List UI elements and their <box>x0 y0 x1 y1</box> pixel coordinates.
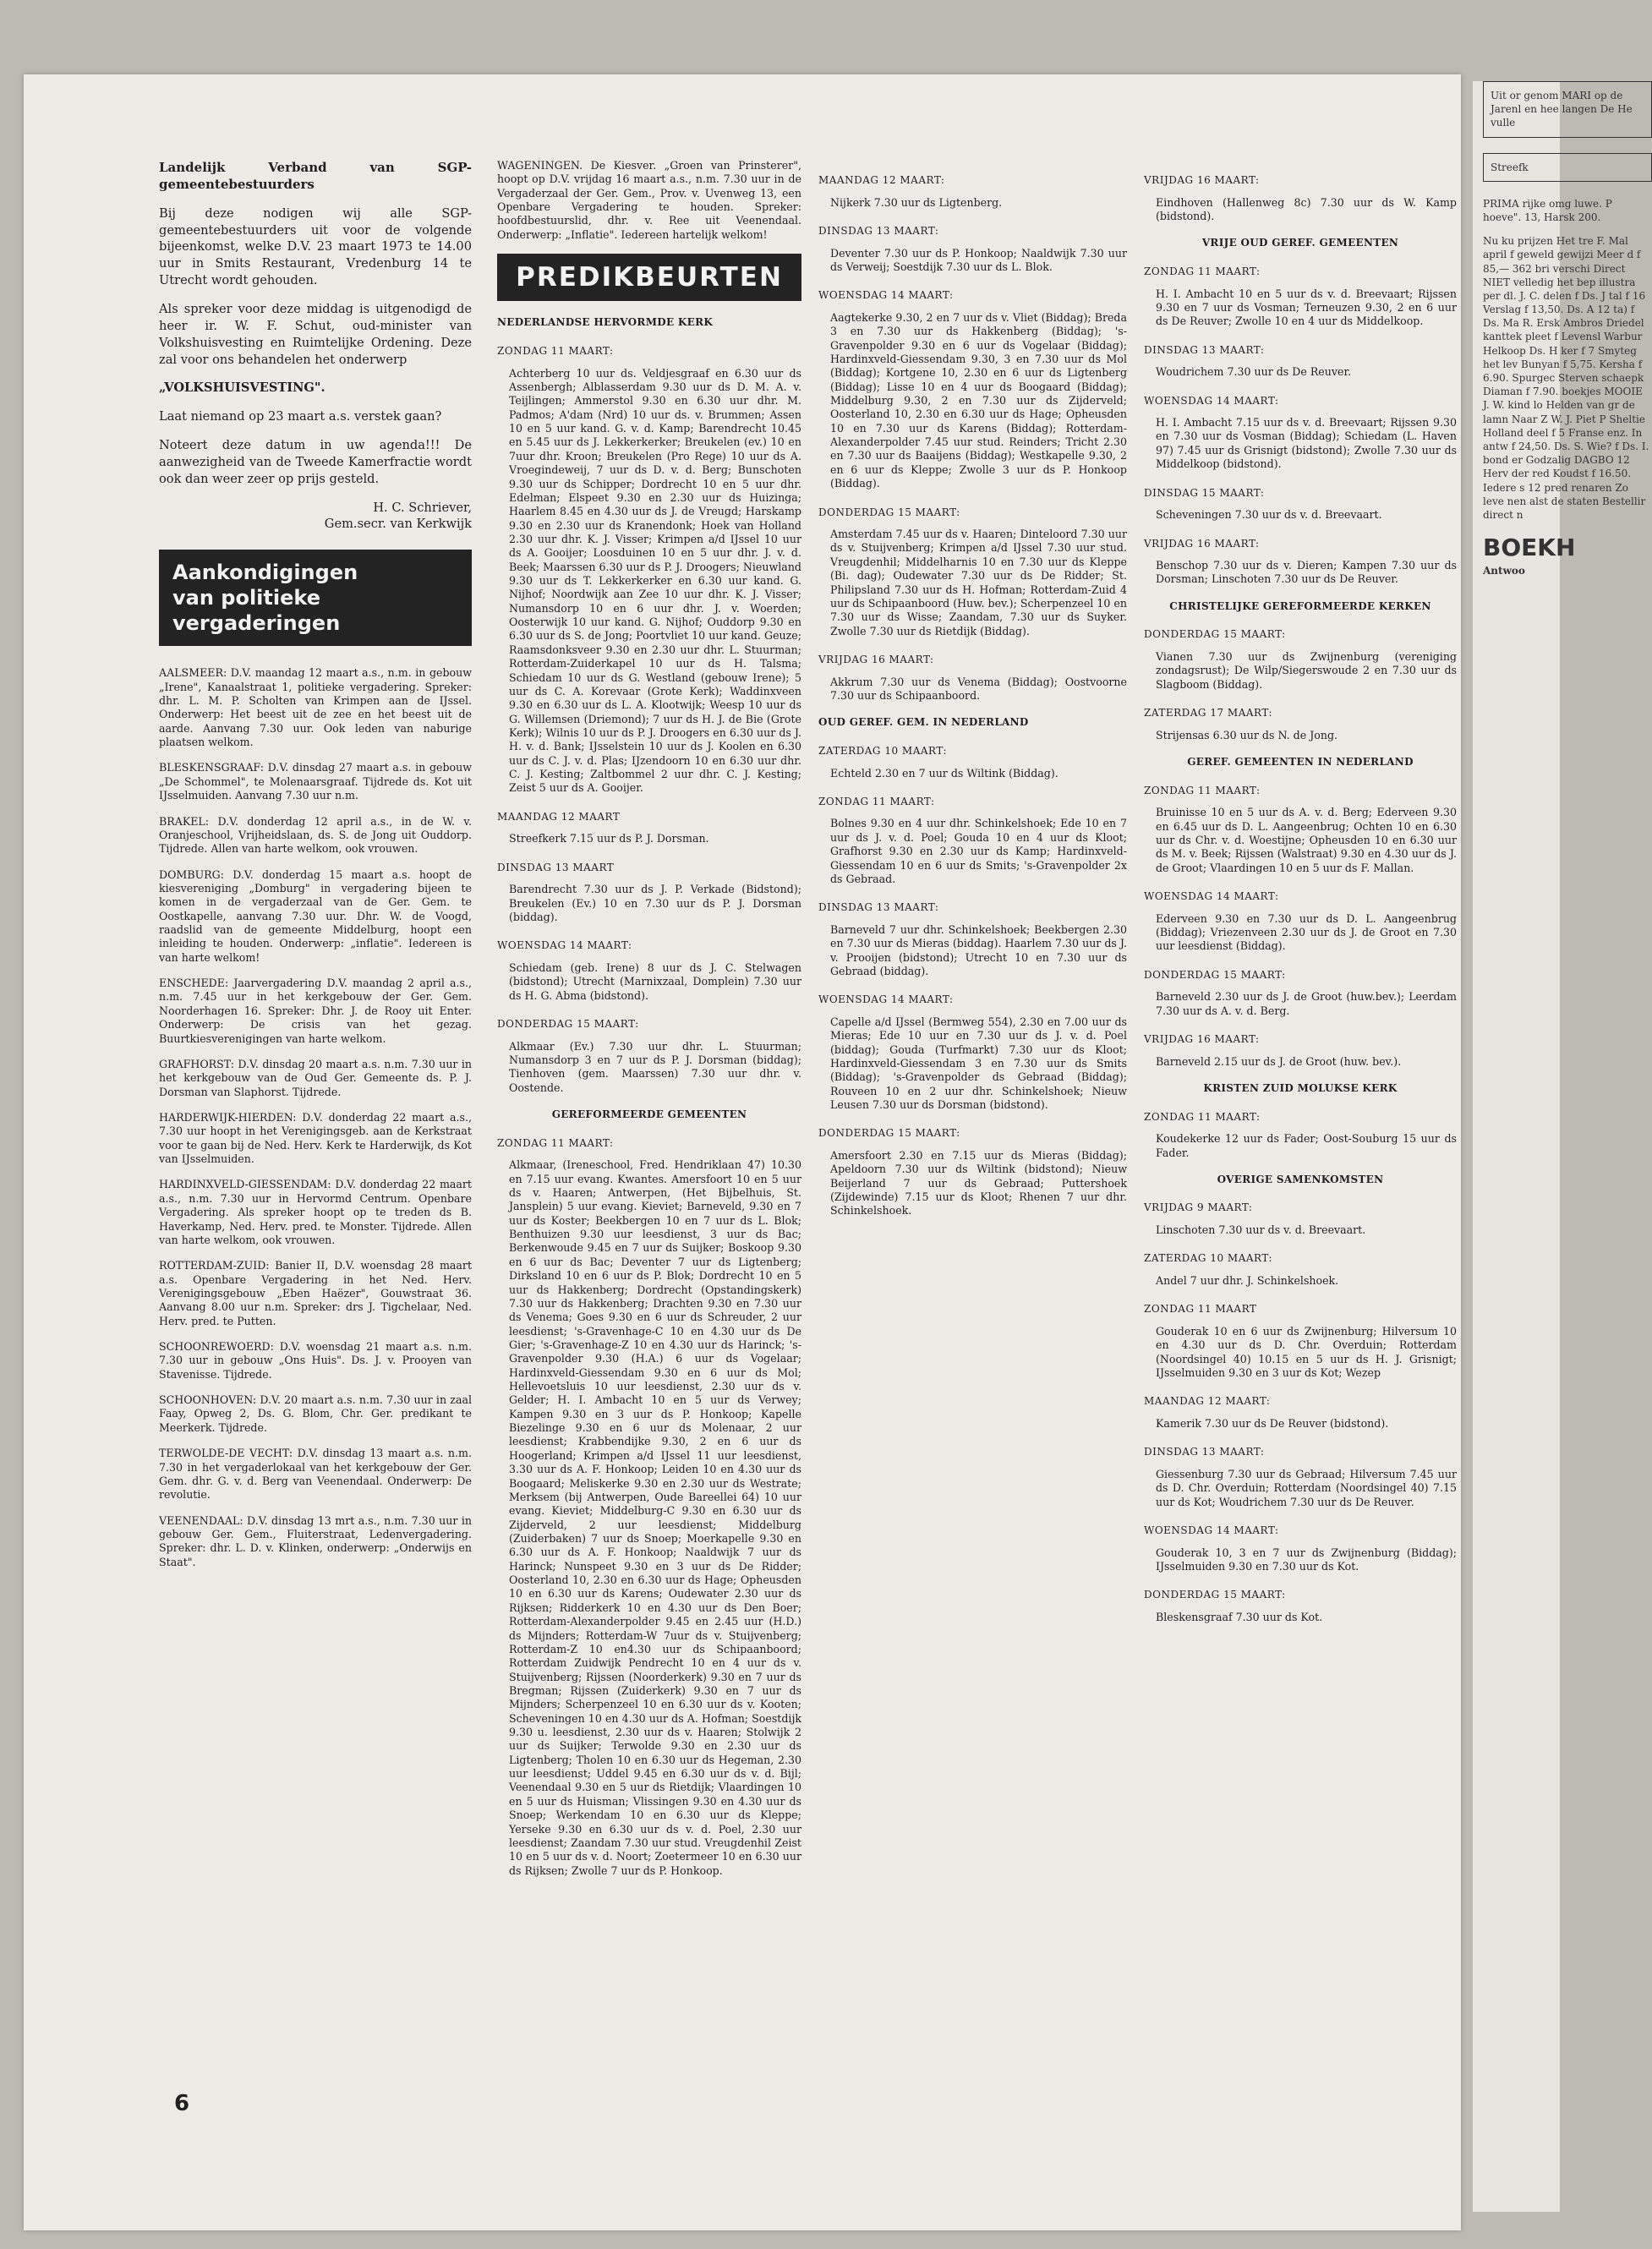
schedule-text: Ederveen 9.30 en 7.30 uur ds D. L. Aangeenbrug (Biddag); Vriezenveen 2.30 uur ds J. de Groot en 7.30 uur leesdienst (Biddag). <box>1156 911 1457 953</box>
schedule-text: Barendrecht 7.30 uur ds J. P. Verkade (Bidstond); Breukelen (Ev.) 10 en 7.30 uur ds P. J. Dorsman (biddag). <box>509 883 801 924</box>
day-heading: DONDERDAG 15 MAART: <box>818 506 960 518</box>
day-heading: ZONDAG 11 MAART <box>1144 1303 1257 1316</box>
adjacent-text: Nu ku prijzen Het tre F. Mal april f geweld gewijzi Meer d f 85,— 362 bri verschi Direct NIET velledig het bep illustra per dl. J. C. delen f Ds. J tal f 16 Verslag f 13,50. Ds. A 12 ta) f Ds. Ma R. Ersk Ambros Driedel kanttek pleet f Levensl Warbur Helkoop Ds. H ker f 7 Smyteg het lev Bunyan f 5,75. Kersha f 6.90. Spurgec Sterven schaepk Diaman f 7.90. boekjes MOOIE J. W. kind lo Helden van gr de lamn Naar Z W. J. Piet P Sheltie Holland deel f 5 Franse enz. In antw f 24,50. Ds. S. Wie? f Ds. I. bond er Godzalig DAGBO 12 Herv der red Koudst f 16.50. Iedere s 12 pred renaren Zo leve nen alst de staten Bestellir direct n <box>1483 235 1649 521</box>
meeting-item: TERWOLDE-DE VECHT: D.V. dinsdag 13 maart a.s. n.m. 7.30 in het vergaderlokaal van het kerkgebouw der Ger. Gem. dhr. G. v. d. Berg van Veenendaal. Onderwerp: De revolutie. <box>159 1447 472 1502</box>
meeting-item: ROTTERDAM-ZUID: Banier II, D.V. woensdag 28 maart a.s. Openbare Vergadering in het Ned. Herv. Verenigingsgebouw „Eben Haëzer", Gouwstraat 36. Aanvang 8.00 uur n.m. Spreker: drs J. Tigchelaar, Ned. Herv. pred. te Putten. <box>159 1259 472 1327</box>
day-heading: VRIJDAG 9 MAART: <box>1144 1201 1253 1214</box>
day-heading: WOENSDAG 14 MAART: <box>818 993 954 1006</box>
schedule-text: Scheveningen 7.30 uur ds v. d. Breevaart. <box>1156 508 1382 522</box>
meeting-item: AALSMEER: D.V. maandag 12 maart a.s., n.m. in gebouw „Irene", Kanaalstraat 1, politieke vergadering. Spreker: dhr. L. M. P. Scholten van Krimpen aan de IJssel. Onderwerp: Het beest uit de zee en het beest uit de aarde. Aanvang 7.30 uur. Ook leden van naburige plaatsen welkom. <box>159 666 472 749</box>
schedule-text: Benschop 7.30 uur ds v. Dieren; Kampen 7.30 uur ds Dorsman; Linschoten 7.30 uur ds De Reuver. <box>1156 559 1457 586</box>
section-title: OUD GEREF. GEM. IN NEDERLAND <box>818 716 1029 729</box>
schedule-text: Alkmaar, (Ireneschool, Fred. Hendriklaan 47) 10.30 en 7.15 uur evang. Kwantes. Amersfoort 10 en 5 uur ds v. Haaren; Antwerpen, (Het Bijbelhuis, St. Jansplein) 5 uur evang. Kieviet; Barneveld, 9.30 en 7 uur ds Koster; Beekbergen 10 en 7 uur ds L. Blok; Benthuizen 9.30 uur leesdienst, 3 uur ds Bac; Berkenwoude 9.45 en 7 uur ds Suijker; Boskoop 9.30 en 6 uur ds Bac; Deventer 7 uur ds Ligtenberg; Dirksland 10 en 6 uur ds P. Blok; Dordrecht 10 en 5 uur ds Hakkenberg; Dordrecht (Opstandingskerk) 7.30 uur ds Hakkenberg; Drachten 9.30 en 7.30 uur ds Venema; Goes 9.30 en 6 uur ds Schreuder, 2 uur leesdienst; 's-Gravenhage-C 10 en 4.30 uur ds De Gier; 's-Gravenhage-Z 10 en 4.30 uur ds Harinck; 's-Gravenpolder 9.30 (H.A.) 6 uur ds Vogelaar; Hardinxveld-Giessendam 9.30 en 6 uur ds Mol; Hellevoetsluis 10 uur leesdienst, 2.30 uur ds v. Gelder; H. I. Ambacht 10 en 5 uur ds Verwey; Kampen 9.30 en 3 uur ds P. Honkoop; Kapelle Biezelinge 9.30 en 6 uur ds Molenaar, 2 uur leesdienst; Krabbendijke 9.30, 2 en 6 uur ds Hoogerland; Krimpen a/d IJssel 11 uur leesdienst, 3.30 uur ds A. F. Honkoop; Leiden 10 en 4.30 uur ds Boogaard; Meliskerke 9.30 en 2.30 uur ds Westrate; Merksem (bij Antwerpen, Oude Bareellei 64) 10 uur evang. Kieviet; Middelburg-C 9.30 en 6.30 uur ds Zijderveld, 2 uur leesdienst; Middelburg (Zuiderbaken) 7 uur ds Snoep; Moerkapelle 9.30 en 6.30 uur ds A. F. Honkoop; Naaldwijk 7 uur ds Harinck; Nunspeet 9.30 en 3 uur ds De Ridder; Oosterland 10, 2.30 en 6.30 uur ds Hage; Opheusden 10 en 6.30 uur ds Karens; Oudewater 2.30 uur ds Rijksen; Ridderkerk 10 en 4.30 uur ds Den Boer; Rotterdam-Alexanderpolder 9.45 en 2.45 uur (H.D.) ds Mijnders; Rotterdam-W 7uur ds v. Stuijvenberg; Rotterdam-Z 10 en4.30 uur ds Schipaanboord; Rotterdam Zuidwijk Pendrecht 10 en 4 uur ds v. Stuijvenberg; Rijssen (Noorderkerk) 9.30 en 7 uur ds Bregman; Rijssen (Zuiderkerk) 9.30 en 7 uur ds Mijnders; Scherpenzeel 10 en 6.30 uur ds v. Kooten; Scheveningen 10 en 4.30 uur ds A. Hofman; Soestdijk 9.30 u. leesdienst, 2.30 uur ds v. Haaren; Stolwijk 2 uur ds Suijker; Terwolde 9.30 en 2.30 uur ds Ligtenberg; Tholen 10 en 6.30 uur ds Hegeman, 2.30 uur leesdienst; Uddel 9.45 en 6.30 uur ds v. d. Bijl; Veenendaal 9.30 en 5 uur ds Rietdijk; Vlaardingen 10 en 5 uur ds Huisman; Vlissingen 9.30 en 4.30 uur ds Snoep; Werkendam 10 en 6.30 uur ds Kleppe; Yerseke 9.30 en 6.30 uur ds v. d. Poel, 2.30 uur leesdienst; Zaandam 7.30 uur stud. Vreugdenhil Zeist 10 en 5 uur ds v. d. Noort; Zoetermeer 10 en 6.30 uur ds Rijksen; Zwolle 7 uur ds P. Honkoop. <box>509 1158 801 1877</box>
schedule-text: Gouderak 10, 3 en 7 uur ds Zwijnenburg (Biddag); IJsselmuiden 9.30 en 7.30 uur ds Kot. <box>1156 1546 1457 1573</box>
schedule-text: Echteld 2.30 en 7 uur ds Wiltink (Biddag). <box>830 766 1058 780</box>
adjacent-page <box>1473 81 1649 2212</box>
column-1 <box>159 159 472 1581</box>
day-heading: ZATERDAG 10 MAART: <box>818 744 947 757</box>
predikbeurten-banner: PREDIKBEURTEN <box>497 254 801 301</box>
day-heading: DONDERDAG 15 MAART: <box>1144 628 1286 641</box>
day-heading: MAANDAG 12 MAART: <box>1144 1395 1271 1408</box>
section-title: VRIJE OUD GEREF. GEMEENTEN <box>1201 237 1399 249</box>
sgp-paragraph: Als spreker voor deze middag is uitgenodigd de heer ir. W. F. Schut, oud-minister van Volkshuisvesting en Ruimtelijke Ordening. Deze zal voor ons behandelen het onderwerp <box>159 302 472 367</box>
meeting-item: HARDINXVELD-GIESSENDAM: D.V. donderdag 22 maart a.s., n.m. 7.30 uur in Hervormd Centrum. Openbare Vergadering. Als spreker hoopt op te treden ds B. Haverkamp, Ned. Herv. pred. te Monster. Tijdrede. Allen van harte welkom, ook vrouwen. <box>159 1178 472 1246</box>
day-heading: DONDERDAG 15 MAART: <box>1144 1589 1286 1601</box>
schedule-text: Deventer 7.30 uur ds P. Honkoop; Naaldwijk 7.30 uur ds Verweij; Soestdijk 7.30 uur ds L. Blok. <box>830 246 1127 273</box>
day-heading: DONDERDAG 15 MAART: <box>497 1018 639 1031</box>
day-heading: WOENSDAG 14 MAART: <box>1144 1524 1279 1537</box>
meeting-item: DOMBURG: D.V. donderdag 15 maart a.s. hoopt de kiesvereniging „Domburg" in vergadering bijeen te komen in de vergaderzaal van de Ger. Gem. te Oostkapelle, aanvang 7.30 uur. Dhr. W. de Voogd, raadslid van de gemeente Middelburg, hoopt een inleiding te houden. Onderwerp: „inflatie". Iedereen is van harte welkom! <box>159 867 472 964</box>
meeting-item: BLESKENSGRAAF: D.V. dinsdag 27 maart a.s. in gebouw „De Schommel", te Molenaarsgraaf. Tijdrede ds. Kot uit IJsselmuiden. Aanvang 7.30 uur n.m. <box>159 761 472 802</box>
schedule-text: Strijensas 6.30 uur ds N. de Jong. <box>1156 728 1338 741</box>
day-heading: VRIJDAG 16 MAART: <box>1144 537 1260 550</box>
adjacent-footer: Antwoo <box>1483 564 1525 577</box>
schedule-text: Gouderak 10 en 6 uur ds Zwijnenburg; Hilversum 10 en 4.30 uur ds D. Chr. Overduin; Rotterdam (Noordsingel 40) 10.15 en 5 uur ds H. J. Grisnigt; IJsselmuiden 9.30 en 3 uur ds Kot; Wezep <box>1156 1324 1457 1380</box>
schedule-text: Eindhoven (Hallenweg 8c) 7.30 uur ds W. Kamp (bidstond). <box>1156 195 1457 222</box>
meeting-item: HARDERWIJK-HIERDEN: D.V. donderdag 22 maart a.s., 7.30 uur hoopt in het Verenigingsgeb. aan de Kerkstraat voor te gaan bij de Ned. Herv. Kerk te Harderwijk, ds Kot van IJsselmuiden. <box>159 1110 472 1166</box>
schedule-text: Streefkerk 7.15 uur ds P. J. Dorsman. <box>509 832 709 845</box>
day-heading: WOENSDAG 14 MAART: <box>818 289 954 302</box>
sgp-title: Landelijk Verband van SGP-gemeentebestuurders <box>159 160 472 193</box>
section-title: OVERIGE SAMENKOMSTEN <box>1217 1173 1384 1185</box>
column-2 <box>497 159 801 1890</box>
day-heading: ZONDAG 11 MAART: <box>1144 784 1261 796</box>
day-heading: DINSDAG 13 MAART: <box>818 224 939 237</box>
schedule-text: Linschoten 7.30 uur ds v. d. Breevaart. <box>1156 1223 1366 1237</box>
adjacent-ad: PRIMA rijke omg luwe. P hoeve". 13, Harsk 200. <box>1483 197 1612 223</box>
day-heading: WOENSDAG 14 MAART: <box>497 939 632 952</box>
sgp-signature-role: Gem.secr. van Kerkwijk <box>324 517 472 532</box>
section-title: KRISTEN ZUID MOLUKSE KERK <box>1203 1081 1398 1094</box>
schedule-text: Bruinisse 10 en 5 uur ds A. v. d. Berg; Ederveen 9.30 en 6.45 uur ds D. L. Aangeenbrug; Ochten 10 en 6.30 uur ds Chr. v. d. Woestijne; Opheusden 10 en 6.30 uur ds M. v. Beek; Rijssen (Walstraat) 9.30 en 4.30 uur ds J. de Groot; Vlaardingen 10 en 5 uur ds F. Mallan. <box>1156 806 1457 874</box>
schedule-text: H. I. Ambacht 7.15 uur ds v. d. Breevaart; Rijssen 9.30 en 7.30 uur ds Vosman (Biddag); Schiedam (L. Haven 97) 7.45 uur ds Grisnigt (bidstond); Zwolle 7.30 uur ds Middelkoop (bidstond). <box>1156 416 1457 471</box>
adjacent-box: Uit or genom MARI op de Jarenl en hee langen De He vulle <box>1483 81 1652 138</box>
schedule-text: Amsterdam 7.45 uur ds v. Haaren; Dinteloord 7.30 uur ds v. Stuijvenberg; Krimpen a/d IJssel 7.30 uur stud. Vreugdenhil; Middelharnis 10 en 7.30 uur ds Kleppe (Bi. dag); Oudewater 7.30 uur ds De Ridder; St. Philipsland 7.30 uur ds H. Hofman; Rotterdam-Zuid 4 uur ds Schipaanboord (Huw. bev.); Scherpenzeel 10 en 7.30 uur ds Wisse; Zaandam, 7.30 uur ds Suyker. Zwolle 7.30 uur ds Rietdijk (Biddag). <box>830 528 1127 637</box>
newspaper-page <box>24 74 1461 2230</box>
sgp-subject: „VOLKSHUISVESTING". <box>159 380 325 396</box>
meetings-banner-line2: van politieke vergaderingen <box>172 586 341 636</box>
schedule-text: Giessenburg 7.30 uur ds Gebraad; Hilversum 7.45 uur ds D. Chr. Overduin; Rotterdam (Noordsingel 40) 7.15 uur ds Kot; Woudrichem 7.30 uur ds De Reuver. <box>1156 1467 1457 1508</box>
day-heading: DINSDAG 13 MAART: <box>1144 1446 1265 1458</box>
day-heading: VRIJDAG 16 MAART: <box>818 654 934 665</box>
schedule-text: Woudrichem 7.30 uur ds De Reuver. <box>1156 365 1352 379</box>
column-3 <box>818 159 1127 1230</box>
meetings-list <box>159 666 472 1569</box>
schedule-text: Aagtekerke 9.30, 2 en 7 uur ds v. Vliet (Biddag); Breda 3 en 7.30 uur ds Hakkenberg (Biddag); 's-Gravenpolder 9.30 en 6 uur ds Vogelaar (Biddag); Hardinxveld-Giessendam 9.30, 3 en 7.30 uur ds Mol (Biddag); Kortgene 10, 2.30 en 6 uur ds Ligtenberg (Biddag); Lisse 10 en 4 uur ds Boogaard (Biddag); Middelburg 9.30, 2 en 7.30 uur ds Zijderveld; Oosterland 10, 2.30 en 6.30 uur ds Hage; Opheusden 10 en 7.30 uur ds Karens (Biddag); Rotterdam-Alexanderpolder 7.45 uur stud. Reinders; Tricht 2.30 en 7.30 uur ds Baaijens (Biddag); Westkapelle 9.30, 2 en 6 uur ds Kleppe; Zwolle 3 uur ds P. Honkoop (Biddag). <box>830 310 1127 490</box>
meeting-item: SCHOONHOVEN: D.V. 20 maart a.s. n.m. 7.30 uur in zaal Faay, Opweg 2, Ds. G. Blom, Chr. Ger. predikant te Meerkerk. Tijdrede. <box>159 1393 472 1434</box>
day-heading: DINSDAG 13 MAART: <box>1144 343 1265 356</box>
sgp-signature-name: H. C. Schriever, <box>373 500 472 515</box>
schedule-text: Bleskensgraaf 7.30 uur ds Kot. <box>1156 1610 1323 1623</box>
meeting-item: BRAKEL: D.V. donderdag 12 april a.s., in de W. v. Oranjeschool, Vrijheidslaan, ds. S. de Jong uit Ouddorp. Tijdrede. Allen van harte welkom, ook vrouwen. <box>159 814 472 856</box>
schedule-text: Bolnes 9.30 en 4 uur dhr. Schinkelshoek; Ede 10 en 7 uur ds J. v. d. Poel; Gouda 10 en 4 uur ds Kloot; Grafhorst 9.30 en 2.30 uur ds Kamp; Hardinxveld-Giessendam 10 en 6 uur ds Smits; 's-Gravenpolder 2x ds Gebraad. <box>830 817 1127 885</box>
meeting-item: SCHOONREWOERD: D.V. woensdag 21 maart a.s. n.m. 7.30 uur in gebouw „Ons Huis". Ds. J. v. Prooyen van Stavenisse. Tijdrede. <box>159 1340 472 1381</box>
meeting-item: GRAFHORST: D.V. dinsdag 20 maart a.s. n.m. 7.30 uur in het kerkgebouw van de Oud Ger. Gemeente ds. P. J. Dorsman van Slaphorst. Tijdrede. <box>159 1057 472 1098</box>
meetings-banner-line1: Aankondigingen <box>172 561 358 585</box>
schedule-text: Achterberg 10 uur ds. Veldjesgraaf en 6.30 uur ds Assenbergh; Alblasserdam 9.30 uur ds D. M. A. v. Teijlingen; Ammerstol 9.30 en 6.30 uur dhr. M. Padmos; A'dam (Nrd) 10 uur ds. v. Brummen; Assen 10 en 5 uur kand. G. v. d. Kamp; Barendrecht 10.45 en 5.45 uur ds J. Lekkerkerker; Breukelen (ev.) 10 en 7uur dhr. Kroon; Breukelen (Pro Rege) 10 uur ds A. Vroegindeweij, 7 uur ds D. v. d. Berg; Bunschoten 9.30 uur ds Schipper; Dordrecht 10 en 5 uur dhr. Edelman; Elspeet 9.30 en 2.30 uur ds Huizinga; Haarlem 8.45 en 4.30 uur ds J. de Vreugd; Harskamp 9.30 en 2.30 uur ds Kranendonk; Hoek van Holland 2.30 uur dhr. K. J. Visser; Krimpen a/d IJssel 10 uur ds A. Gooijer; Loosduinen 10 en 5 uur dhr. J. v. d. Beek; Maarssen 6.30 uur ds P. J. Droogers; Nieuwland 9.30 uur ds T. Lekkerkerker en 6.30 uur kand. G. Nijhof; Noordwijk aan Zee 10 uur dhr. K. J. Visser; Numansdorp 10 en 6 uur dhr. J. v. Woerden; Oosterwijk 10 uur kand. G. Nijhof; Ouddorp 9.30 en 6.30 uur ds S. de Jong; Poortvliet 10 uur kand. Geuze; Raamsdonksveer 9.30 en 2.30 uur dhr. L. Stuurman; Rotterdam-Zuiderkapel 10 uur ds H. Talsma; Schiedam 10 uur ds G. Westland (gebouw Irene); 5 uur ds C. A. Korevaar (Grote Kerk); Waddinxveen 9.30 en 6.30 uur ds L. A. Klootwijk; Weesp 10 uur ds G. Willemsen (Driemond); 7 uur ds H. J. de Bie (Grote Kerk); Wilnis 10 uur ds P. J. Droogers en 6.30 uur ds J. H. v. d. Bank; IJsselstein 10 uur ds J. Koolen en 6.30 uur ds C. J. v. d. Plas; IJzendoorn 10 en 6.30 uur dhr. C. J. Kesting; Zaltbommel 2 uur dhr. C. J. Kesting; Zeist 5 uur ds A. Gooijer. <box>509 366 801 795</box>
column-4 <box>1144 159 1457 1636</box>
day-heading: ZONDAG 11 MAART: <box>497 1136 614 1149</box>
section-title: GEREFORMEERDE GEMEENTEN <box>551 1108 747 1121</box>
day-heading: DONDERDAG 15 MAART: <box>818 1127 960 1140</box>
day-heading: VRIJDAG 16 MAART: <box>1144 174 1260 186</box>
schedule-text: Schiedam (geb. Irene) 8 uur ds J. C. Stelwagen (bidstond); Utrecht (Marnixzaal, Domplein) 7.30 uur ds H. G. Abma (bidstond). <box>509 961 801 1002</box>
day-heading: VRIJDAG 16 MAART: <box>1144 1033 1260 1046</box>
day-heading: ZATERDAG 10 MAART: <box>1144 1252 1272 1265</box>
day-heading: ZONDAG 11 MAART: <box>1144 265 1261 277</box>
schedule-text: Akkrum 7.30 uur ds Venema (Biddag); Oostvoorne 7.30 uur ds Schipaanboord. <box>830 675 1127 702</box>
day-heading: DINSDAG 13 MAART: <box>818 901 939 914</box>
schedule-text: H. I. Ambacht 10 en 5 uur ds v. d. Breevaart; Rijssen 9.30 en 7 uur ds Vosman; Terneuzen 9.30, 2 en 6 uur ds De Reuver; Zwolle 10 en 4 uur ds Middelkoop. <box>1156 287 1457 328</box>
day-heading: WOENSDAG 14 MAART: <box>1144 890 1279 903</box>
schedule-text: Barneveld 7 uur dhr. Schinkelshoek; Beekbergen 2.30 en 7.30 uur ds Mieras (biddag). Haarlem 7.30 uur ds J. v. Prooijen (bidstond); Utrecht 10 en 7.30 uur ds Gebraad (biddag). <box>830 922 1127 977</box>
section-title: CHRISTELIJKE GEREFORMEERDE KERKEN <box>1169 599 1431 612</box>
schedule-text: Nijkerk 7.30 uur ds Ligtenberg. <box>830 195 1003 209</box>
sgp-paragraph: Noteert deze datum in uw agenda!!! De aanwezigheid van de Tweede Kamerfractie wordt ook dan weer zeer op prijs gesteld. <box>159 438 472 486</box>
schedule-text: Kamerik 7.30 uur ds De Reuver (bidstond). <box>1156 1417 1389 1430</box>
schedule-text: Koudekerke 12 uur ds Fader; Oost-Souburg 15 uur ds Fader. <box>1156 1132 1457 1159</box>
sgp-paragraph: Bij deze nodigen wij alle SGP-gemeentebestuurders uit voor de volgende bijeenkomst, welke D.V. 23 maart 1973 te 14.00 uur in Smits Restaurant, Vredenburg 14 te Utrecht wordt gehouden. <box>159 205 472 288</box>
day-heading: WOENSDAG 14 MAART: <box>1144 394 1279 407</box>
day-heading: MAANDAG 12 MAART <box>497 810 621 823</box>
schedule-text: Barneveld 2.15 uur ds J. de Groot (huw. bev.). <box>1156 1054 1402 1068</box>
schedule-text: Alkmaar (Ev.) 7.30 uur dhr. L. Stuurman; Numansdorp 3 en 7 uur ds P. J. Dorsman (biddag); Tienhoven (gem. Maarssen) 7.30 uur dhr. v. Oostende. <box>509 1039 801 1094</box>
day-heading: ZONDAG 11 MAART: <box>818 795 935 807</box>
day-heading: ZONDAG 11 MAART: <box>497 345 614 358</box>
day-heading: DINSDAG 15 MAART: <box>1144 486 1265 499</box>
schedule-text: Vianen 7.30 uur ds Zwijnenburg (vereniging zondagsrust); De Wilp/Siegerswoude 2 en 7.30 uur ds Slagboom (Biddag). <box>1156 650 1457 691</box>
schedule-text: Andel 7 uur dhr. J. Schinkelshoek. <box>1156 1274 1339 1288</box>
adjacent-box-2: Streefk <box>1483 153 1652 182</box>
day-heading: DONDERDAG 15 MAART: <box>1144 968 1286 981</box>
meeting-item: ENSCHEDE: Jaarvergadering D.V. maandag 2 april a.s., n.m. 7.45 uur in het kerkgebouw der Ger. Gem. Noorderhagen 16. Spreker: Dhr. J. de Rooy uit Enter. Onderwerp: De crisis van het gezag. Buurtkiesverenigingen van harte welkom. <box>159 977 472 1045</box>
sgp-paragraph: Laat niemand op 23 maart a.s. verstek gaan? <box>159 409 442 424</box>
meeting-item: VEENENDAAL: D.V. dinsdag 13 mrt a.s., n.m. 7.30 uur in gebouw Ger. Gem., Fluiterstraat, Ledenvergadering. Spreker: dhr. L. D. v. Klinken, onderwerp: „Onderwijs en Staat". <box>159 1513 472 1568</box>
section-title: NEDERLANDSE HERVORMDE KERK <box>497 316 714 329</box>
adjacent-logo: BOEKH <box>1483 534 1576 562</box>
page-number: 6 <box>174 2091 190 2116</box>
day-heading: DINSDAG 13 MAART <box>497 861 615 873</box>
schedule-text: Barneveld 2.30 uur ds J. de Groot (huw.bev.); Leerdam 7.30 uur ds A. v. d. Berg. <box>1156 990 1457 1017</box>
meeting-item: WAGENINGEN. De Kiesver. „Groen van Prinsterer", hoopt op D.V. vrijdag 16 maart a.s., n.m. 7.30 uur in de Vergaderzaal der Ger. Gem., Prov. v. Uvenweg 13, een Openbare Vergadering te houden. Spreker: hoofdbestuurslid, dhr. v. Ree uit Veenendaal. Onderwerp: „Inflatie". Iedereen hartelijk welkom! <box>497 159 801 241</box>
section-title: GEREF. GEMEENTEN IN NEDERLAND <box>1187 756 1414 769</box>
meetings-banner <box>159 550 472 646</box>
schedule-text: Capelle a/d IJssel (Bermweg 554), 2.30 en 7.00 uur ds Mieras; Ede 10 uur en 7.30 uur ds J. v. d. Poel (biddag); Gouda (Turfmarkt) 7.30 uur ds Kloot; Hardinxveld-Giessendam 3 en 7.30 uur ds Smits (Biddag); 's-Gravenpolder ds Gebraad (Biddag); Rouveen 10 en 2 uur dhr. Schinkelshoek; Nieuw Leusen 7.30 uur ds Dorsman (bidstond). <box>830 1015 1127 1112</box>
schedule-text: Amersfoort 2.30 en 7.15 uur ds Mieras (Biddag); Apeldoorn 7.30 uur ds Wiltink (bidstond); Nieuw Beijerland 7 uur ds Gebraad; Puttershoek (Zijdewinde) 7.15 uur ds Kloot; Rhenen 7 uur dhr. Schinkelshoek. <box>830 1148 1127 1218</box>
adjacent-page-text <box>1483 81 1652 577</box>
day-heading: ZONDAG 11 MAART: <box>1144 1110 1261 1123</box>
day-heading: MAANDAG 12 MAART: <box>818 174 945 186</box>
day-heading: ZATERDAG 17 MAART: <box>1144 707 1272 720</box>
